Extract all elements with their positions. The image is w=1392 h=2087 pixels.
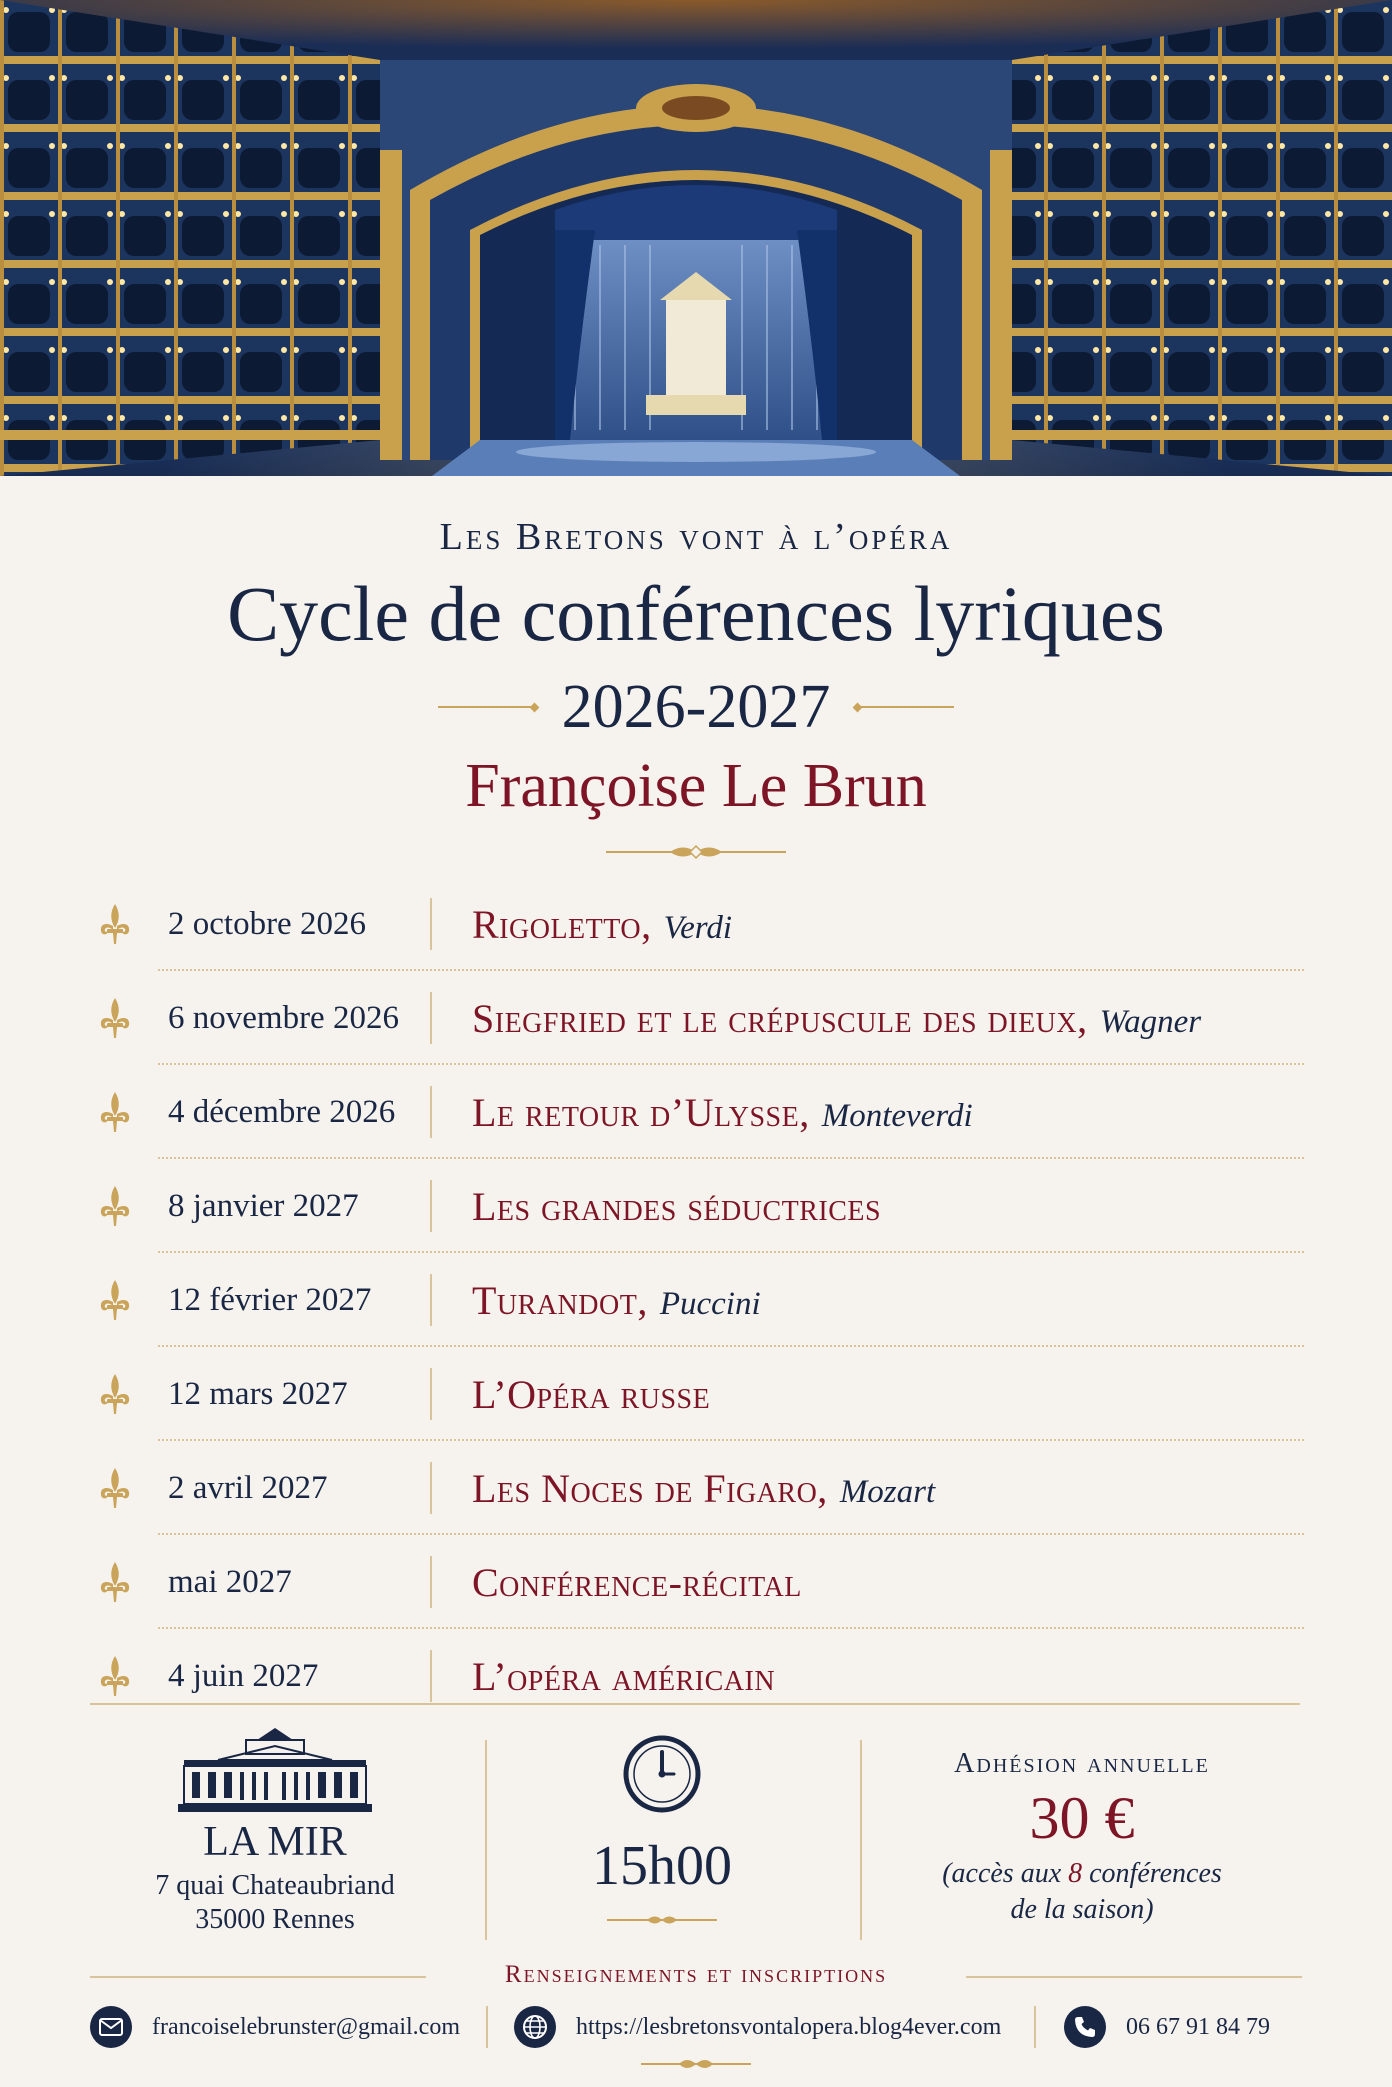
clock-icon [622, 1734, 702, 1814]
program-row [90, 971, 1302, 1065]
fee-price: 30 € [1029, 1785, 1135, 1851]
work-title: L’Opéra russe [472, 1371, 711, 1417]
fleur-de-lis-icon [90, 902, 140, 946]
lecture-date: 12 février 2027 [168, 1281, 372, 1318]
lecture-date: 4 décembre 2026 [168, 1093, 396, 1130]
practical-info [90, 1712, 1302, 1938]
fee-label: Adhésion annuelle [954, 1748, 1210, 1779]
fleur-de-lis-icon [90, 1184, 140, 1228]
lecture-date: 2 avril 2027 [168, 1469, 328, 1506]
venue-address-street: 7 quai Chateaubriand [155, 1870, 395, 1901]
lecture-date: 8 janvier 2027 [168, 1187, 359, 1224]
program-row [90, 877, 1302, 971]
building-icon [178, 1726, 372, 1814]
time-block [487, 1712, 837, 1938]
fee-note-suffix: conférences [1082, 1858, 1222, 1889]
lecture-title [472, 1465, 935, 1512]
work-title: Rigoletto, [472, 901, 652, 947]
email-contact[interactable] [90, 2002, 460, 2052]
gold-rule-right [858, 706, 954, 708]
lecture-date: 6 novembre 2026 [168, 999, 399, 1036]
fee-block [862, 1712, 1302, 1938]
speaker-name: Françoise Le Brun [465, 752, 927, 820]
website-url[interactable]: https://lesbretonsvontalopera.blog4ever.com [576, 2013, 1002, 2040]
composer-name: Monteverdi [821, 1097, 973, 1134]
season-years [0, 672, 1392, 742]
mail-icon [90, 2006, 132, 2048]
venue-name: LA MIR [203, 1819, 347, 1865]
contact-heading: Renseignements et inscriptions [504, 1961, 888, 1988]
lecture-date: 12 mars 2027 [168, 1375, 348, 1412]
ornament-icon [641, 2054, 751, 2074]
email-address[interactable]: francoiselebrunster@gmail.com [152, 2013, 460, 2040]
work-title: L’opéra américain [472, 1653, 776, 1699]
work-title: Turandot, [472, 1277, 648, 1323]
contact-divider [1034, 2006, 1036, 2048]
program-row [90, 1535, 1302, 1629]
lecture-title [472, 1653, 775, 1700]
composer-name: Wagner [1099, 1003, 1202, 1040]
row-divider [430, 1556, 432, 1608]
lecture-title [472, 901, 732, 948]
page-title: Cycle de conférences lyriques [227, 570, 1165, 657]
lecture-title [472, 1559, 802, 1606]
row-divider [430, 1368, 432, 1420]
venue-block [90, 1712, 460, 1938]
fee-note [862, 1858, 1302, 1890]
composer-name: Mozart [839, 1473, 936, 1510]
fleur-de-lis-icon [90, 1654, 140, 1698]
program-row [90, 1159, 1302, 1253]
fleur-de-lis-icon [90, 1372, 140, 1416]
program-row [90, 1441, 1302, 1535]
years-label: 2026-2027 [561, 673, 831, 741]
phone-contact[interactable] [1064, 2002, 1270, 2052]
globe-icon [514, 2006, 556, 2048]
lecture-title [472, 1183, 881, 1230]
lecture-title [472, 1089, 973, 1136]
lecture-date: 2 octobre 2026 [168, 905, 366, 942]
program-bottom-rule [90, 1703, 1300, 1705]
row-divider [430, 1650, 432, 1702]
program-row [90, 1065, 1302, 1159]
composer-name: Puccini [659, 1285, 761, 1322]
lecture-date: 4 juin 2027 [168, 1657, 319, 1694]
fleur-de-lis-icon [90, 996, 140, 1040]
phone-icon [1064, 2006, 1106, 2048]
website-contact[interactable] [514, 2002, 1001, 2052]
time-label: 15h00 [592, 1835, 732, 1897]
row-divider [430, 1462, 432, 1514]
row-divider [430, 1180, 432, 1232]
ornament-icon [607, 1912, 717, 1928]
fee-note-count: 8 [1068, 1858, 1083, 1889]
lecture-title [472, 1371, 710, 1418]
program-row [90, 1629, 1302, 1723]
row-divider [430, 1274, 432, 1326]
row-divider [430, 992, 432, 1044]
fleur-de-lis-icon [90, 1466, 140, 1510]
work-title: Siegfried et le crépuscule des dieux, [472, 995, 1088, 1041]
work-title: Les grandes séductrices [472, 1183, 882, 1229]
row-divider [430, 898, 432, 950]
contact-bar [90, 2002, 1302, 2052]
program-list [90, 877, 1302, 1723]
fee-note-prefix: (accès aux [942, 1858, 1069, 1889]
program-row [90, 1253, 1302, 1347]
series-kicker: Les Bretons vont à l’opéra [439, 516, 953, 558]
hero-opera-image [0, 0, 1392, 476]
fleur-de-lis-icon [90, 1090, 140, 1134]
lecture-title [472, 1277, 761, 1324]
lecture-date: mai 2027 [168, 1563, 292, 1600]
ornament-divider-icon [606, 842, 786, 862]
gold-rule-left [438, 706, 534, 708]
composer-name: Verdi [663, 909, 733, 946]
venue-address-city: 35000 Rennes [195, 1904, 355, 1935]
lecture-title [472, 995, 1201, 1042]
work-title: Conférence-récital [472, 1559, 802, 1605]
phone-number[interactable]: 06 67 91 84 79 [1126, 2013, 1270, 2040]
fleur-de-lis-icon [90, 1560, 140, 1604]
fee-note-line2: de la saison) [1010, 1894, 1154, 1925]
fleur-de-lis-icon [90, 1278, 140, 1322]
row-divider [430, 1086, 432, 1138]
work-title: Le retour d’Ulysse, [472, 1089, 810, 1135]
program-row [90, 1347, 1302, 1441]
work-title: Les Noces de Figaro, [472, 1465, 828, 1511]
contact-divider [486, 2006, 488, 2048]
